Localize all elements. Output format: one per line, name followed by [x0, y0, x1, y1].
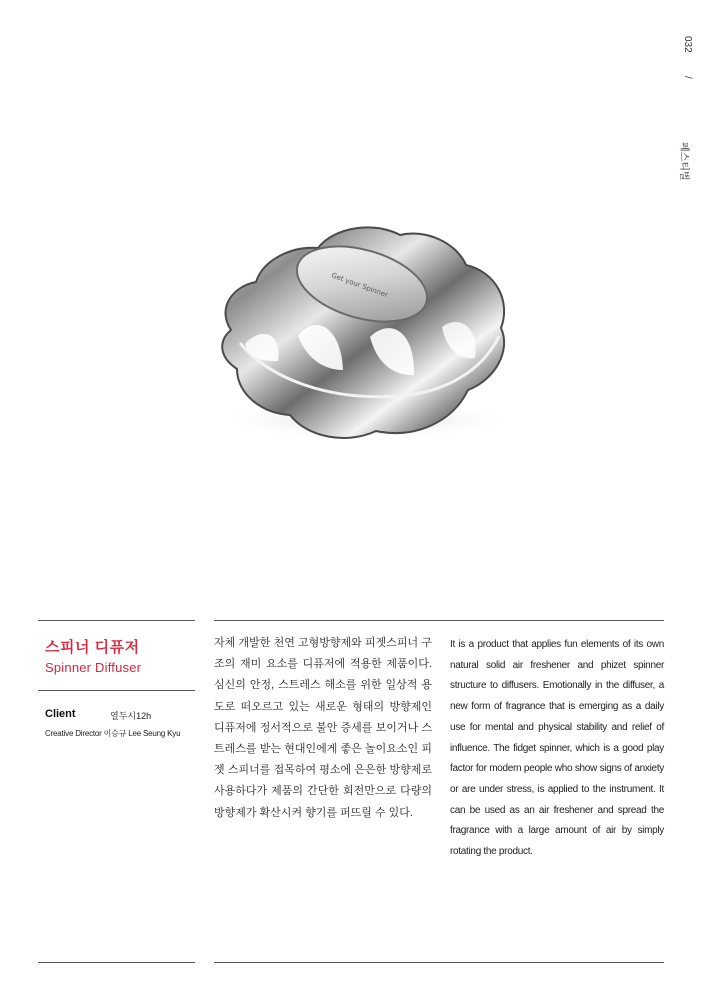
- page-number: 032: [682, 36, 693, 53]
- body-english: It is a product that applies fun elements of its own natural solid air freshener and phizet spinner structure to diffusers. Emotionally in the diffuser, a new form of fragrance that is emerging as a daily use for mental and physical stability and relief of influence. The fidget spinner, which is a good play factor for modern people who show signs of anxiety or are under stress, is applied to the instrument. It can be used as an air freshener and spread the fragrance with a large amount of air by simply rotating the product.: [450, 639, 664, 858]
- page-separator: /: [682, 76, 693, 79]
- rule-top-right: [214, 620, 664, 621]
- product-title-english: Spinner Diffuser: [45, 660, 142, 675]
- page-marker: [678, 36, 701, 181]
- embossed-text: Get your Spinner: [330, 271, 390, 300]
- rule-top-left: [38, 620, 195, 621]
- section-name: 페스티벌: [678, 142, 689, 181]
- rule-bottom-right: [214, 962, 664, 963]
- product-image: [196, 215, 521, 445]
- creative-director: Creative Director 이승규 Lee Seung Kyu: [45, 729, 181, 738]
- product-title-korean: 스피너 디퓨저: [45, 639, 140, 656]
- rule-mid-left: [38, 690, 195, 691]
- rule-bottom-left: [38, 962, 195, 963]
- client-value: 열두시12h: [110, 711, 152, 721]
- client-label: Client: [45, 708, 76, 720]
- body-korean: 자체 개발한 천연 고형방향제와 피젯스피너 구조의 재미 요소를 디퓨저에 적용한 제품이다. 심신의 안정, 스트레스 해소를 위한 일상적 용도로 떠오르고 있는 새로운 형태의 방향제인 디퓨저에 정서적으로 불안 증세를 보이거나 스트레스를 받는 현대인에게 좋은 놀이요소인 피젯 스피너를 접목하여 평소에 은은한 방향제로 사용하다가 제품의 간단한 회전만으로 다량의 방향제가 확산시켜 향기를 퍼뜨릴 수 있다.: [214, 637, 432, 819]
